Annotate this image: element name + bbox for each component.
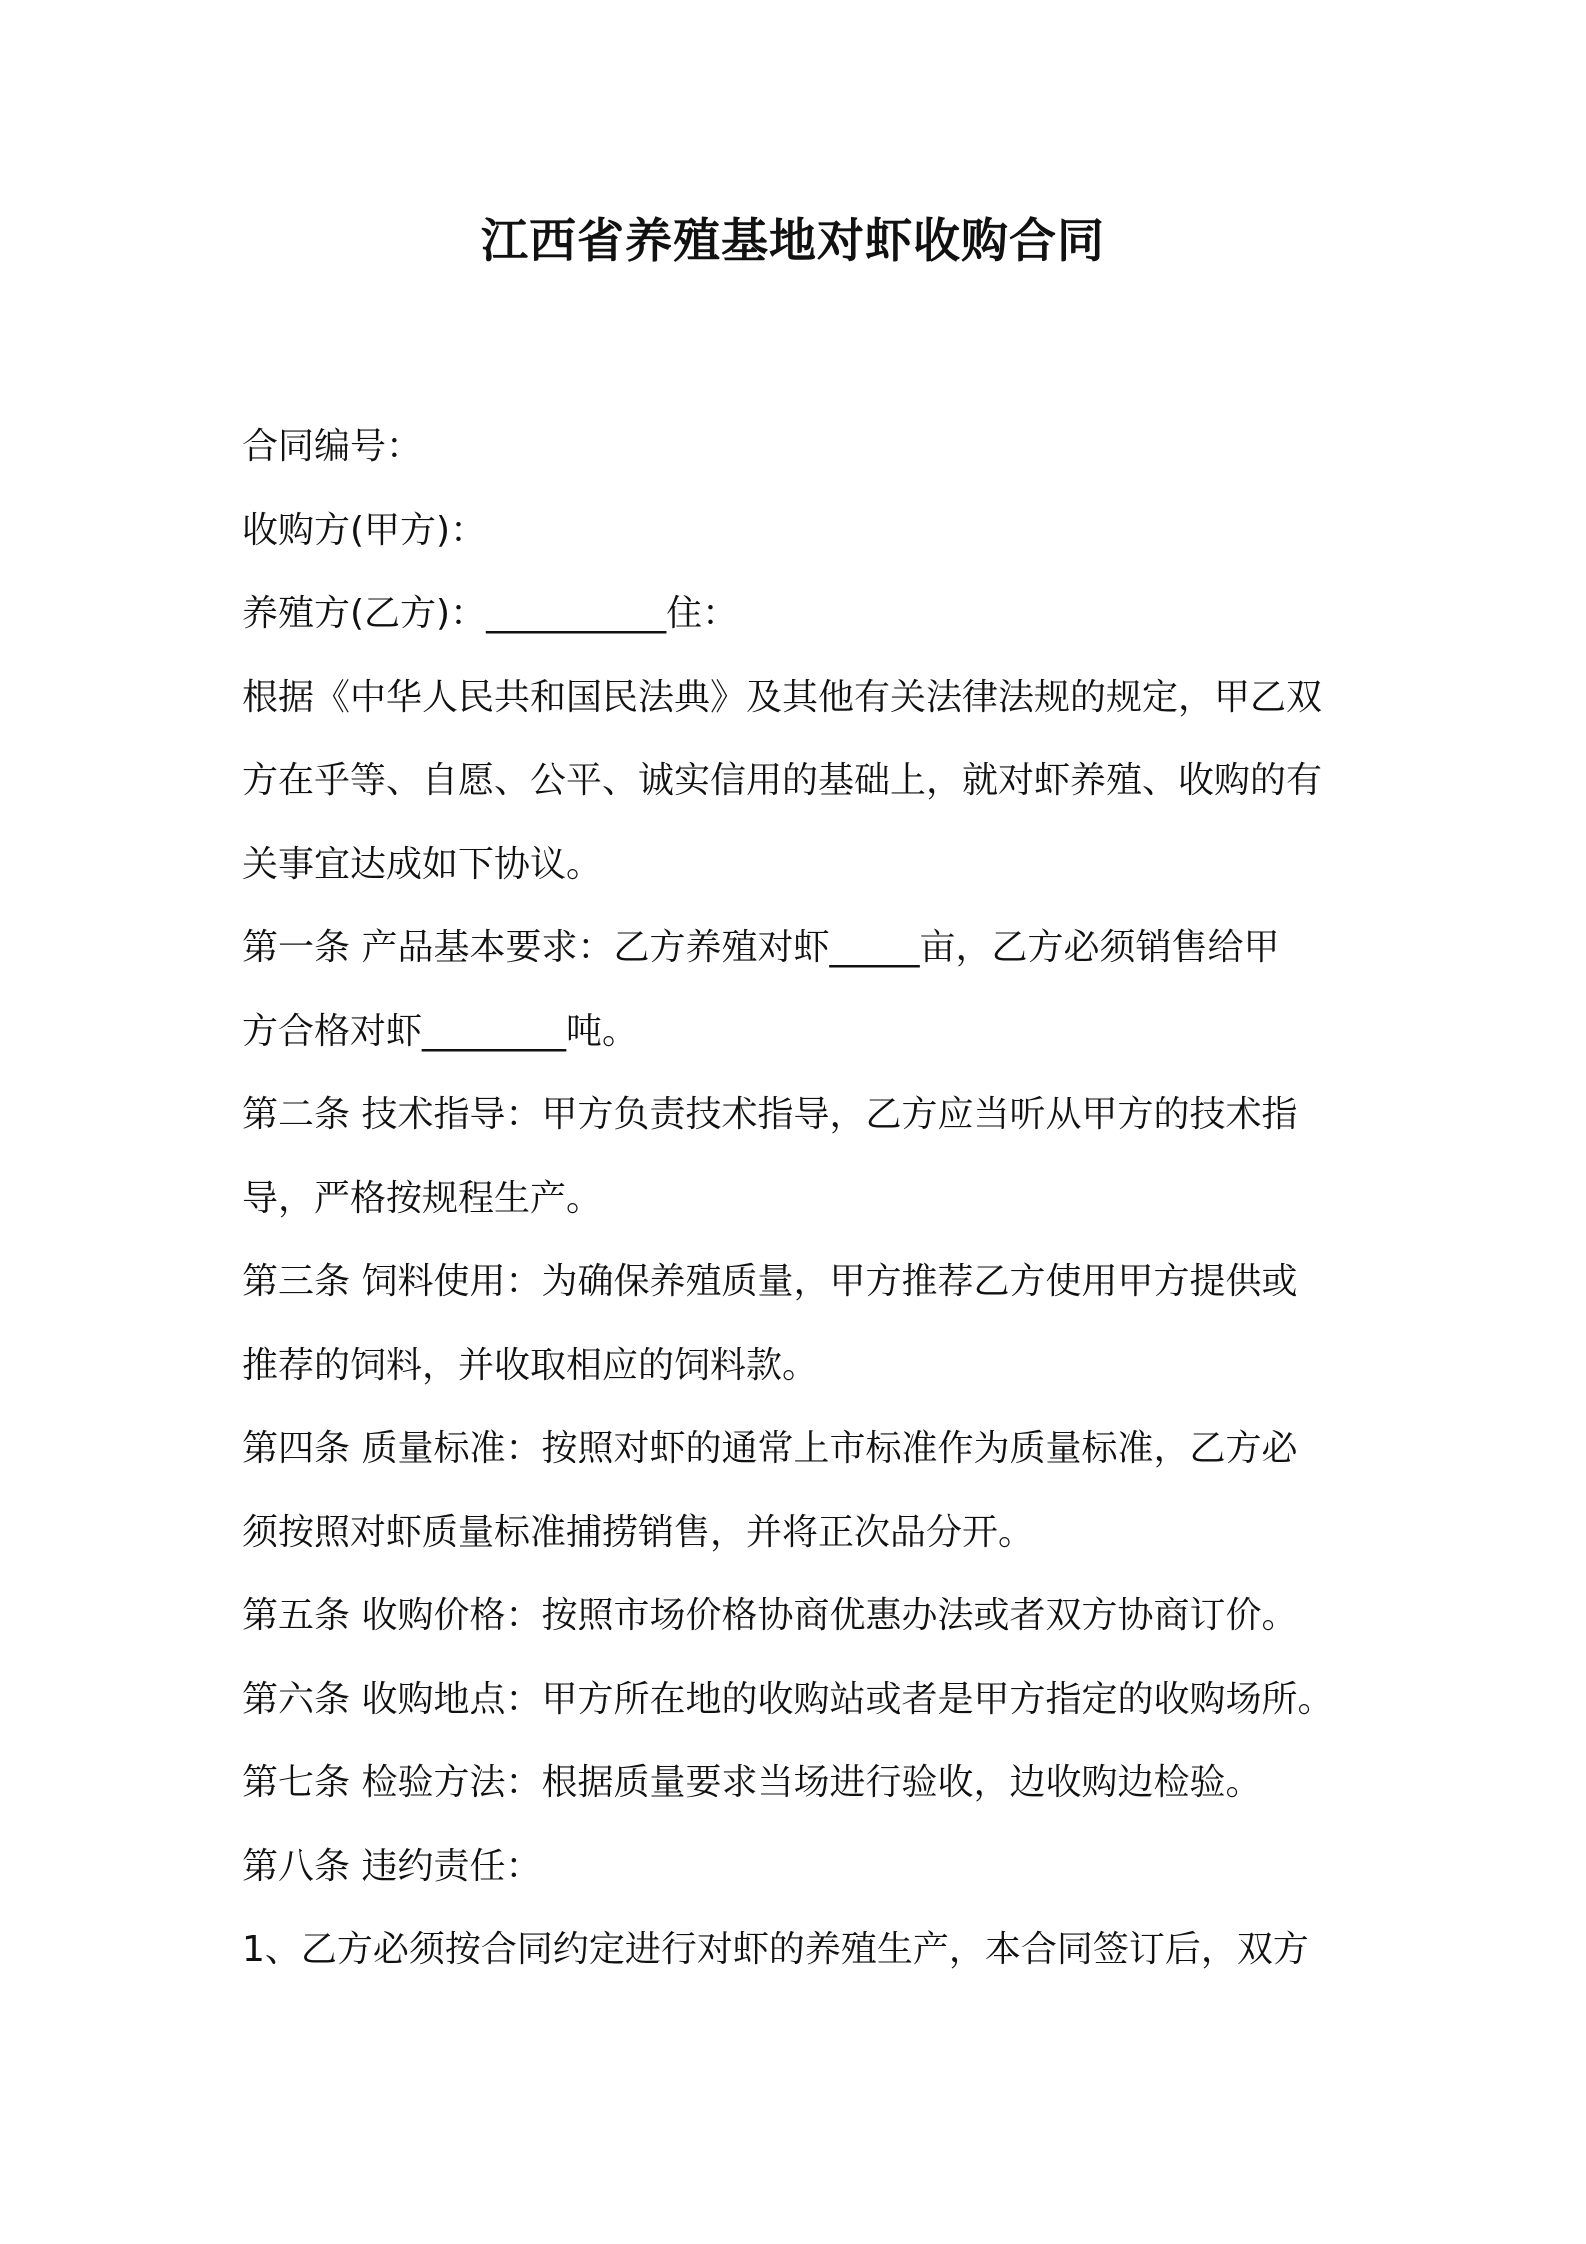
document-body bbox=[242, 405, 1362, 1992]
article-3-line: 推荐的饲料，并收取相应的饲料款。 bbox=[242, 1344, 819, 1386]
preamble-line: 根据《中华人民共和国民法典》及其他有关法律法规的规定，甲乙双 bbox=[242, 676, 1323, 718]
article-1-line: 方合格对虾________吨。 bbox=[242, 1010, 639, 1052]
article-2-line: 第二条 技术指导：甲方负责技术指导，乙方应当听从甲方的技术指 bbox=[242, 1094, 1298, 1135]
preamble-line: 方在乎等、自愿、公平、诚实信用的基础上，就对虾养殖、收购的有 bbox=[242, 760, 1323, 801]
article-8-heading: 第八条 违约责任： bbox=[242, 1845, 542, 1887]
article-6-line: 第六条 收购地点：甲方所在地的收购站或者是甲方指定的收购场所。 bbox=[242, 1678, 1334, 1720]
buyer-party-line: 收购方(甲方)： bbox=[242, 509, 487, 551]
article-4-line: 须按照对虾质量标准捕捞销售，并将正次品分开。 bbox=[242, 1511, 1035, 1553]
document-title: 江西省养殖基地对虾收购合同 bbox=[481, 214, 1105, 269]
article-8-item-1-line: 1、乙方必须按合同约定进行对虾的养殖生产，本合同签订后，双方 bbox=[242, 1929, 1309, 1970]
contract-number-line: 合同编号： bbox=[242, 426, 423, 467]
article-5-line: 第五条 收购价格：按照市场价格协商优惠办法或者双方协商订价。 bbox=[242, 1595, 1298, 1636]
article-3-line: 第三条 饲料使用：为确保养殖质量，甲方推荐乙方使用甲方提供或 bbox=[242, 1261, 1298, 1302]
preamble-line: 关事宜达成如下协议。 bbox=[242, 843, 603, 885]
article-2-line: 导，严格按规程生产。 bbox=[242, 1177, 603, 1219]
article-1-line: 第一条 产品基本要求：乙方养殖对虾_____亩，乙方必须销售给甲 bbox=[242, 927, 1280, 968]
article-4-line: 第四条 质量标准：按照对虾的通常上市标准作为质量标准，乙方必 bbox=[242, 1428, 1298, 1469]
farmer-party-line: 养殖方(乙方)：__________住： bbox=[242, 593, 739, 634]
article-7-line: 第七条 检验方法：根据质量要求当场进行验收，边收购边检验。 bbox=[242, 1762, 1262, 1803]
